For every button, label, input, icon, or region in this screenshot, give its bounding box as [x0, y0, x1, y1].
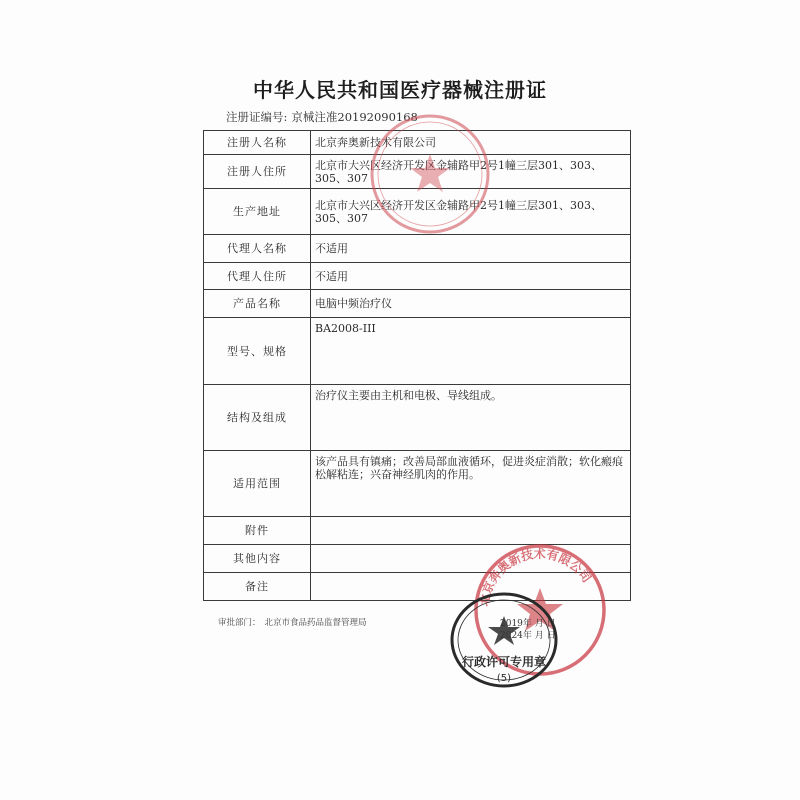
table-row: [204, 290, 631, 318]
registration-number-label: 注册证编号:: [226, 110, 288, 124]
table-row: [204, 451, 631, 517]
table-row: [204, 318, 631, 385]
row-key: 产品名称: [204, 290, 311, 318]
row-value: 治疗仪主要由主机和电极、导线组成。: [311, 385, 631, 451]
row-key: 附件: [204, 517, 311, 545]
row-key: 代理人住所: [204, 263, 311, 290]
row-value: 北京市大兴区经济开发区金辅路甲2号1幢三层301、303、305、307: [311, 189, 631, 235]
row-value: 不适用: [311, 263, 631, 290]
table-row: [204, 385, 631, 451]
seal-use-text: 行政许可专用章: [461, 655, 547, 669]
row-key: 备注: [204, 573, 311, 601]
approval-department-label: 审批部门：: [218, 618, 261, 628]
approval-date: 2019年 月 日: [500, 619, 556, 629]
row-value: 电脑中频治疗仪: [311, 290, 631, 318]
valid-until-date: 2024年 月 日: [500, 631, 556, 641]
stamp-dates: [500, 618, 556, 642]
row-key: 其他内容: [204, 545, 311, 573]
row-value: 北京奔奥新技术有限公司: [311, 131, 631, 155]
approval-department: [218, 616, 367, 628]
row-key: 代理人名称: [204, 235, 311, 263]
approval-department-value: 北京市食品药品监督管理局: [264, 618, 367, 628]
row-value: 该产品具有镇痛；改善局部血液循环，促进炎症消散；软化瘢痕松解粘连；兴奋神经肌肉的作用。: [311, 451, 631, 517]
row-value: 北京市大兴区经济开发区金辅路甲2号1幢三层301、303、305、307: [311, 155, 631, 189]
row-key: 结构及组成: [204, 385, 311, 451]
row-key: 适用范围: [204, 451, 311, 517]
row-key: 生产地址: [204, 189, 311, 235]
row-value: 不适用: [311, 235, 631, 263]
row-key: 注册人名称: [204, 131, 311, 155]
table-row: [204, 235, 631, 263]
row-key: 注册人住所: [204, 155, 311, 189]
seal-number-text: (5): [496, 673, 512, 684]
page-title: 中华人民共和国医疗器械注册证: [253, 78, 547, 102]
row-value: BA2008-III: [311, 318, 631, 385]
seal-company-text: 北京奔奥新技术有限公司: [476, 546, 594, 608]
company-seal-upper: [366, 110, 494, 238]
row-key: 型号、规格: [204, 318, 311, 385]
registration-number-value: 京械注准20192090168: [291, 110, 418, 124]
table-row: [204, 263, 631, 290]
